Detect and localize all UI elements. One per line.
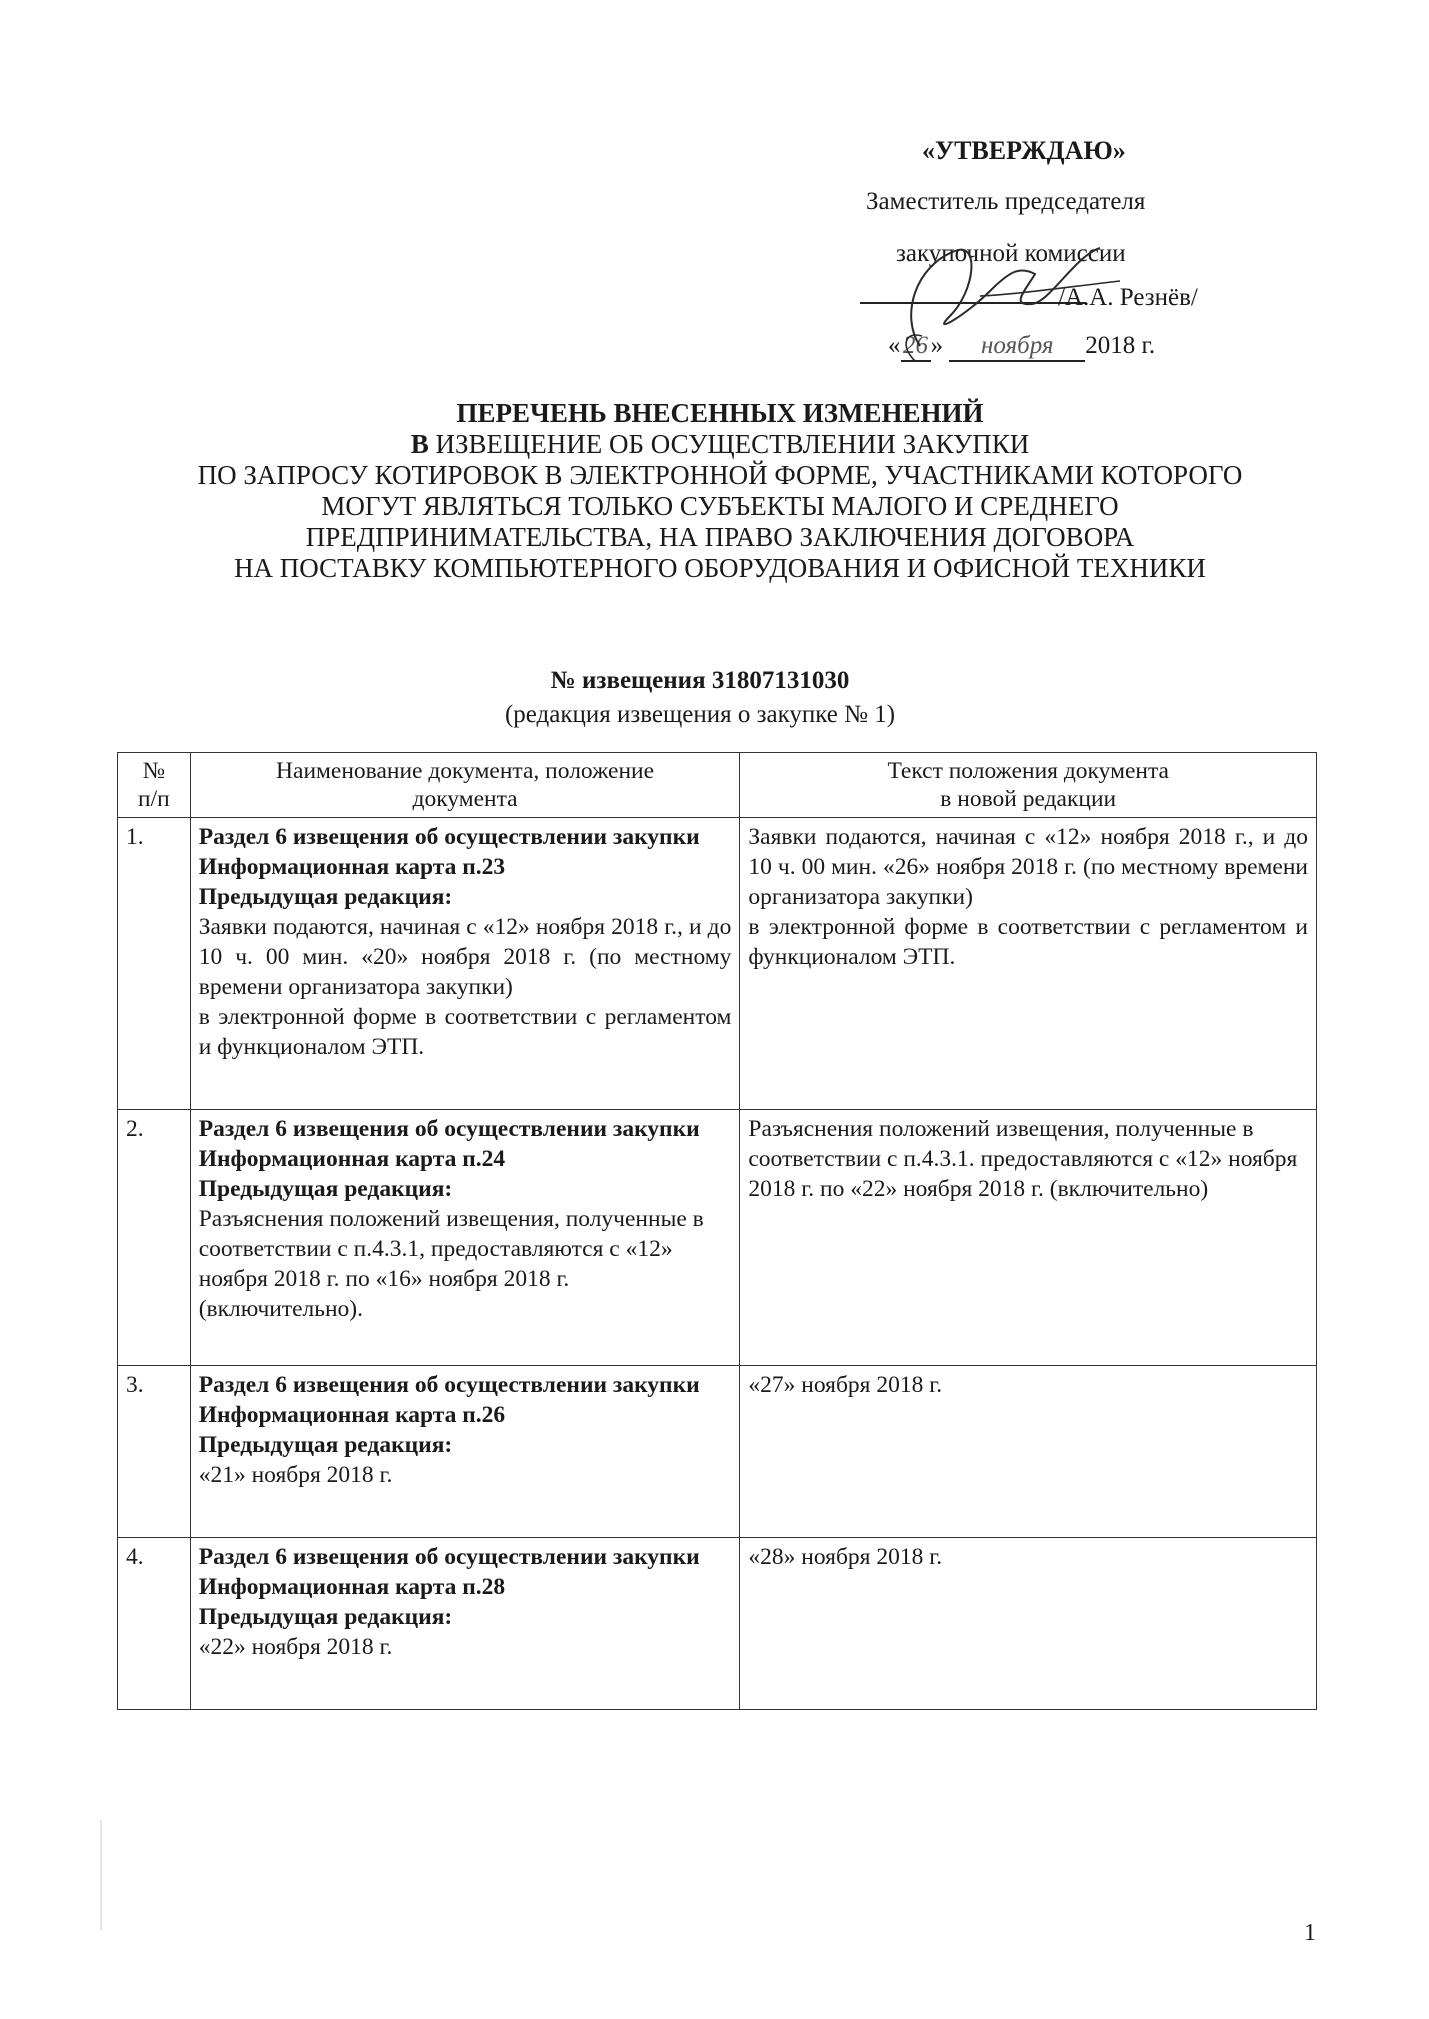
- notice-info: [300, 664, 1100, 732]
- row-previous-text: «22» ноября 2018 г.: [198, 1634, 393, 1660]
- row-new-text: «27» ноября 2018 г.: [748, 1372, 943, 1398]
- row-document-cell: [190, 818, 740, 1110]
- approver-position-line2: закупочной комиссии: [896, 240, 1126, 267]
- notice-edition: (редакция извещения о закупке № 1): [504, 701, 896, 728]
- header-number: [118, 753, 191, 818]
- date-close-quote: »: [930, 332, 943, 359]
- row-card: Информационная карта п.24: [198, 1146, 506, 1172]
- title-line-3: ПО ЗАПРОСУ КОТИРОВОК В ЭЛЕКТРОННОЙ ФОРМЕ, УЧАСТНИКАМИ КОТОРОГО: [197, 460, 1243, 490]
- changes-table: [117, 752, 1317, 1710]
- row-document-cell: [190, 1110, 740, 1366]
- row-number: 3.: [118, 1366, 191, 1538]
- row-document-cell: [190, 1538, 740, 1710]
- table-row: [118, 1538, 1317, 1710]
- title-line-2-rest: ИЗВЕЩЕНИЕ ОБ ОСУЩЕСТВЛЕНИИ ЗАКУПКИ: [428, 429, 1030, 459]
- title-line-1: ПЕРЕЧЕНЬ ВНЕСЕННЫХ ИЗМЕНЕНИЙ: [456, 398, 984, 428]
- date-year: 2018 г.: [1085, 332, 1156, 359]
- row-new-text: Разъяснения положений извещения, полученные в соответствии с п.4.3.1. предоставляются с «12» ноября 2018 г. по «22» ноября 2018 г. (включительно): [748, 1116, 1298, 1202]
- row-document-cell: [190, 1366, 740, 1538]
- scan-artifact: [100, 1820, 102, 1930]
- approval-title: «УТВЕРЖДАЮ»: [922, 136, 1126, 165]
- title-line-2-bold: В: [410, 429, 429, 459]
- header-document-line2: документа: [412, 786, 518, 812]
- notice-number: № извещения 31807131030: [550, 667, 850, 694]
- date-open-quote: «: [888, 332, 901, 359]
- signer-name: /А.А. Резнёв/: [1058, 284, 1198, 311]
- header-new-text-line2: в новой редакции: [940, 786, 1117, 812]
- row-new-text-cont: в электронной форме в соответствии с регламентом и функционалом ЭТП.: [748, 914, 1308, 970]
- table-row: [118, 1110, 1317, 1366]
- title-line-5: ПРЕДПРИНИМАТЕЛЬСТВА, НА ПРАВО ЗАКЛЮЧЕНИЯ ДОГОВОРА: [305, 522, 1135, 552]
- header-number-line2: п/п: [138, 786, 170, 812]
- row-section: Раздел 6 извещения об осуществлении закупки: [198, 1544, 700, 1570]
- title-line-4: МОГУТ ЯВЛЯТЬСЯ ТОЛЬКО СУБЪЕКТЫ МАЛОГО И СРЕДНЕГО: [321, 491, 1119, 521]
- title-line-6: НА ПОСТАВКУ КОМПЬЮТЕРНОГО ОБОРУДОВАНИЯ И ОФИСНОЙ ТЕХНИКИ: [234, 553, 1206, 583]
- row-card: Информационная карта п.23: [198, 854, 506, 880]
- date-day: 26: [901, 332, 931, 362]
- row-number: 2.: [118, 1110, 191, 1366]
- header-new-text: [740, 753, 1317, 818]
- title-line-2: [140, 429, 1300, 460]
- row-previous-label: Предыдущая редакция:: [198, 1176, 453, 1202]
- row-number: 1.: [118, 818, 191, 1110]
- table-row: [118, 1366, 1317, 1538]
- row-new-text-cell: [740, 818, 1317, 1110]
- table-row: [118, 818, 1317, 1110]
- row-card: Информационная карта п.28: [198, 1574, 506, 1600]
- page-number: 1: [1304, 1920, 1316, 1946]
- row-section: Раздел 6 извещения об осуществлении закупки: [198, 1116, 700, 1142]
- approver-position-line1: Заместитель председателя: [866, 188, 1146, 215]
- row-new-text-cell: [740, 1538, 1317, 1710]
- row-previous-label: Предыдущая редакция:: [198, 884, 453, 910]
- row-new-text: «28» ноября 2018 г.: [748, 1544, 943, 1570]
- table-header-row: [118, 753, 1317, 818]
- header-document-line1: Наименование документа, положение: [276, 758, 655, 784]
- row-section: Раздел 6 извещения об осуществлении закупки: [198, 1372, 700, 1398]
- row-new-text-cell: [740, 1110, 1317, 1366]
- header-new-text-line1: Текст положения документа: [887, 758, 1169, 784]
- document-title: [140, 398, 1300, 584]
- row-new-text: Заявки подаются, начиная с «12» ноября 2018 г., и до 10 ч. 00 мин. «26» ноября 2018 г. (по местному времени организатора закупки): [748, 824, 1308, 910]
- row-previous-text: «21» ноября 2018 г.: [198, 1462, 393, 1488]
- row-section: Раздел 6 извещения об осуществлении закупки: [198, 824, 700, 850]
- row-previous-text: Разъяснения положений извещения, полученные в соответствии с п.4.3.1, предоставляются с «12» ноября 2018 г. по «16» ноября 2018 г. (включительно).: [198, 1206, 704, 1322]
- header-document: [190, 753, 740, 818]
- handwritten-signature: [860, 196, 1160, 366]
- row-previous-label: Предыдущая редакция:: [198, 1432, 453, 1458]
- row-previous-label: Предыдущая редакция:: [198, 1604, 453, 1630]
- row-previous-text-cont: в электронной форме в соответствии с регламентом и функционалом ЭТП.: [198, 1004, 732, 1060]
- header-number-line1: №: [142, 758, 166, 784]
- row-card: Информационная карта п.26: [198, 1402, 506, 1428]
- row-number: 4.: [118, 1538, 191, 1710]
- row-new-text-cell: [740, 1366, 1317, 1538]
- date-month: ноября: [949, 332, 1085, 362]
- row-previous-text: Заявки подаются, начиная с «12» ноября 2018 г., и до 10 ч. 00 мин. «20» ноября 2018 г. (по местному времени организатора закупки): [198, 914, 732, 1000]
